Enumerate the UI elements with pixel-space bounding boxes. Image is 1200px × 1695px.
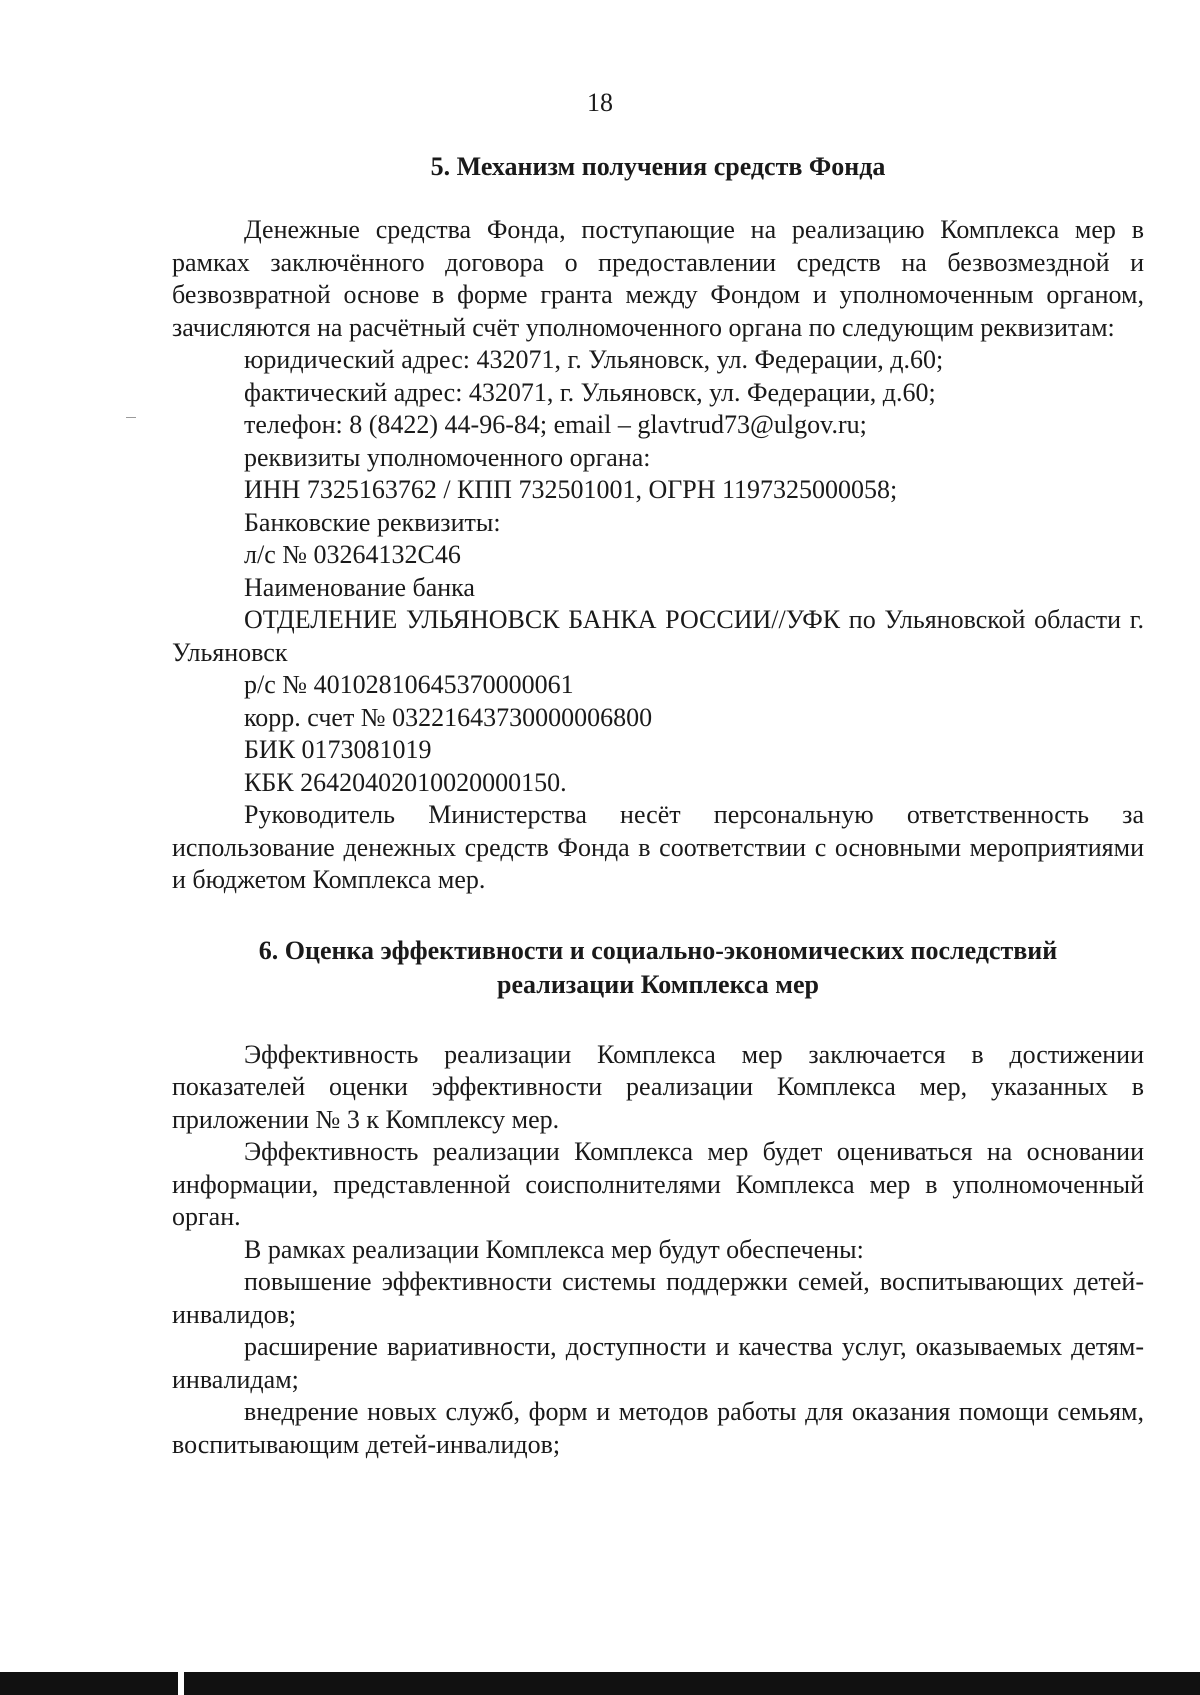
section-5-intro: Денежные средства Фонда, поступающие на реализацию Комплекса мер в рамках заключённого договора о предоставлении средств на безвозмездной и безвозвратной основе в форме гранта между Фондом и уполномоченным органом, зачисляются на расчётный счёт уполномоченного органа по следующим реквизитам:	[172, 215, 1144, 342]
legal-address: юридический адрес: 432071, г. Ульяновск, ул. Федерации, д.60;	[244, 345, 944, 374]
scan-margin-mark	[126, 417, 136, 418]
document-body	[172, 150, 1144, 1461]
section-6-paragraph-6: внедрение новых служб, форм и методов работы для оказания помощи семьям, воспитывающим детей-инвалидов;	[172, 1397, 1144, 1459]
actual-address: фактический адрес: 432071, г. Ульяновск, ул. Федерации, д.60;	[244, 377, 936, 407]
section-5-title: 5. Механизм получения средств Фонда	[430, 152, 886, 181]
personal-account: л/с № 03264132С46	[244, 540, 461, 569]
bank-name-label: Наименование банка	[244, 572, 475, 602]
inn-kpp-ogrn: ИНН 7325163762 / КПП 732501001, ОГРН 1197325000058;	[244, 475, 898, 504]
bik: БИК 0173081019	[244, 735, 432, 764]
correspondent-account: корр. счет № 03221643730000006800	[244, 702, 653, 732]
requisites-label: реквизиты уполномоченного органа:	[244, 442, 651, 472]
section-6-title-line-2: реализации Комплекса мер	[497, 969, 819, 999]
section-6-paragraph-5: расширение вариативности, доступности и качества услуг, оказываемых детям-инвалидам;	[172, 1332, 1144, 1394]
scan-bottom-border	[0, 1672, 1200, 1695]
phone-email: телефон: 8 (8422) 44-96-84; email – glavtrud73@ulgov.ru;	[244, 410, 867, 439]
scan-border-notch	[178, 1672, 184, 1695]
page-number: 18	[587, 88, 613, 117]
section-6-paragraph-4: повышение эффективности системы поддержки семей, воспитывающих детей-инвалидов;	[172, 1267, 1144, 1329]
bank-name: ОТДЕЛЕНИЕ УЛЬЯНОВСК БАНКА РОССИИ//УФК по Ульяновской области г. Ульяновск	[172, 605, 1144, 667]
section-6-paragraph-2: Эффективность реализации Комплекса мер будет оцениваться на основании информации, представленной соисполнителями Комплекса мер в уполномоченный орган.	[172, 1137, 1144, 1231]
section-6-paragraph-1: Эффективность реализации Комплекса мер заключается в достижении показателей оценки эффективности реализации Комплекса мер, указанных в приложении № 3 к Комплексу мер.	[172, 1039, 1144, 1134]
section-6-title	[172, 934, 1144, 1002]
settlement-account: р/с № 40102810645370000061	[244, 670, 574, 699]
section-6-title-line-1: 6. Оценка эффективности и социально-экономических последствий	[258, 935, 1058, 965]
responsibility-paragraph: Руководитель Министерства несёт персональную ответственность за использование денежных средств Фонда в соответствии с основными мероприятиями и бюджетом Комплекса мер.	[172, 800, 1144, 894]
bank-requisites-label: Банковские реквизиты:	[244, 507, 501, 537]
kbk: КБК 26420402010020000150.	[244, 767, 567, 797]
section-6-paragraph-3: В рамках реализации Комплекса мер будут обеспечены:	[244, 1234, 864, 1264]
